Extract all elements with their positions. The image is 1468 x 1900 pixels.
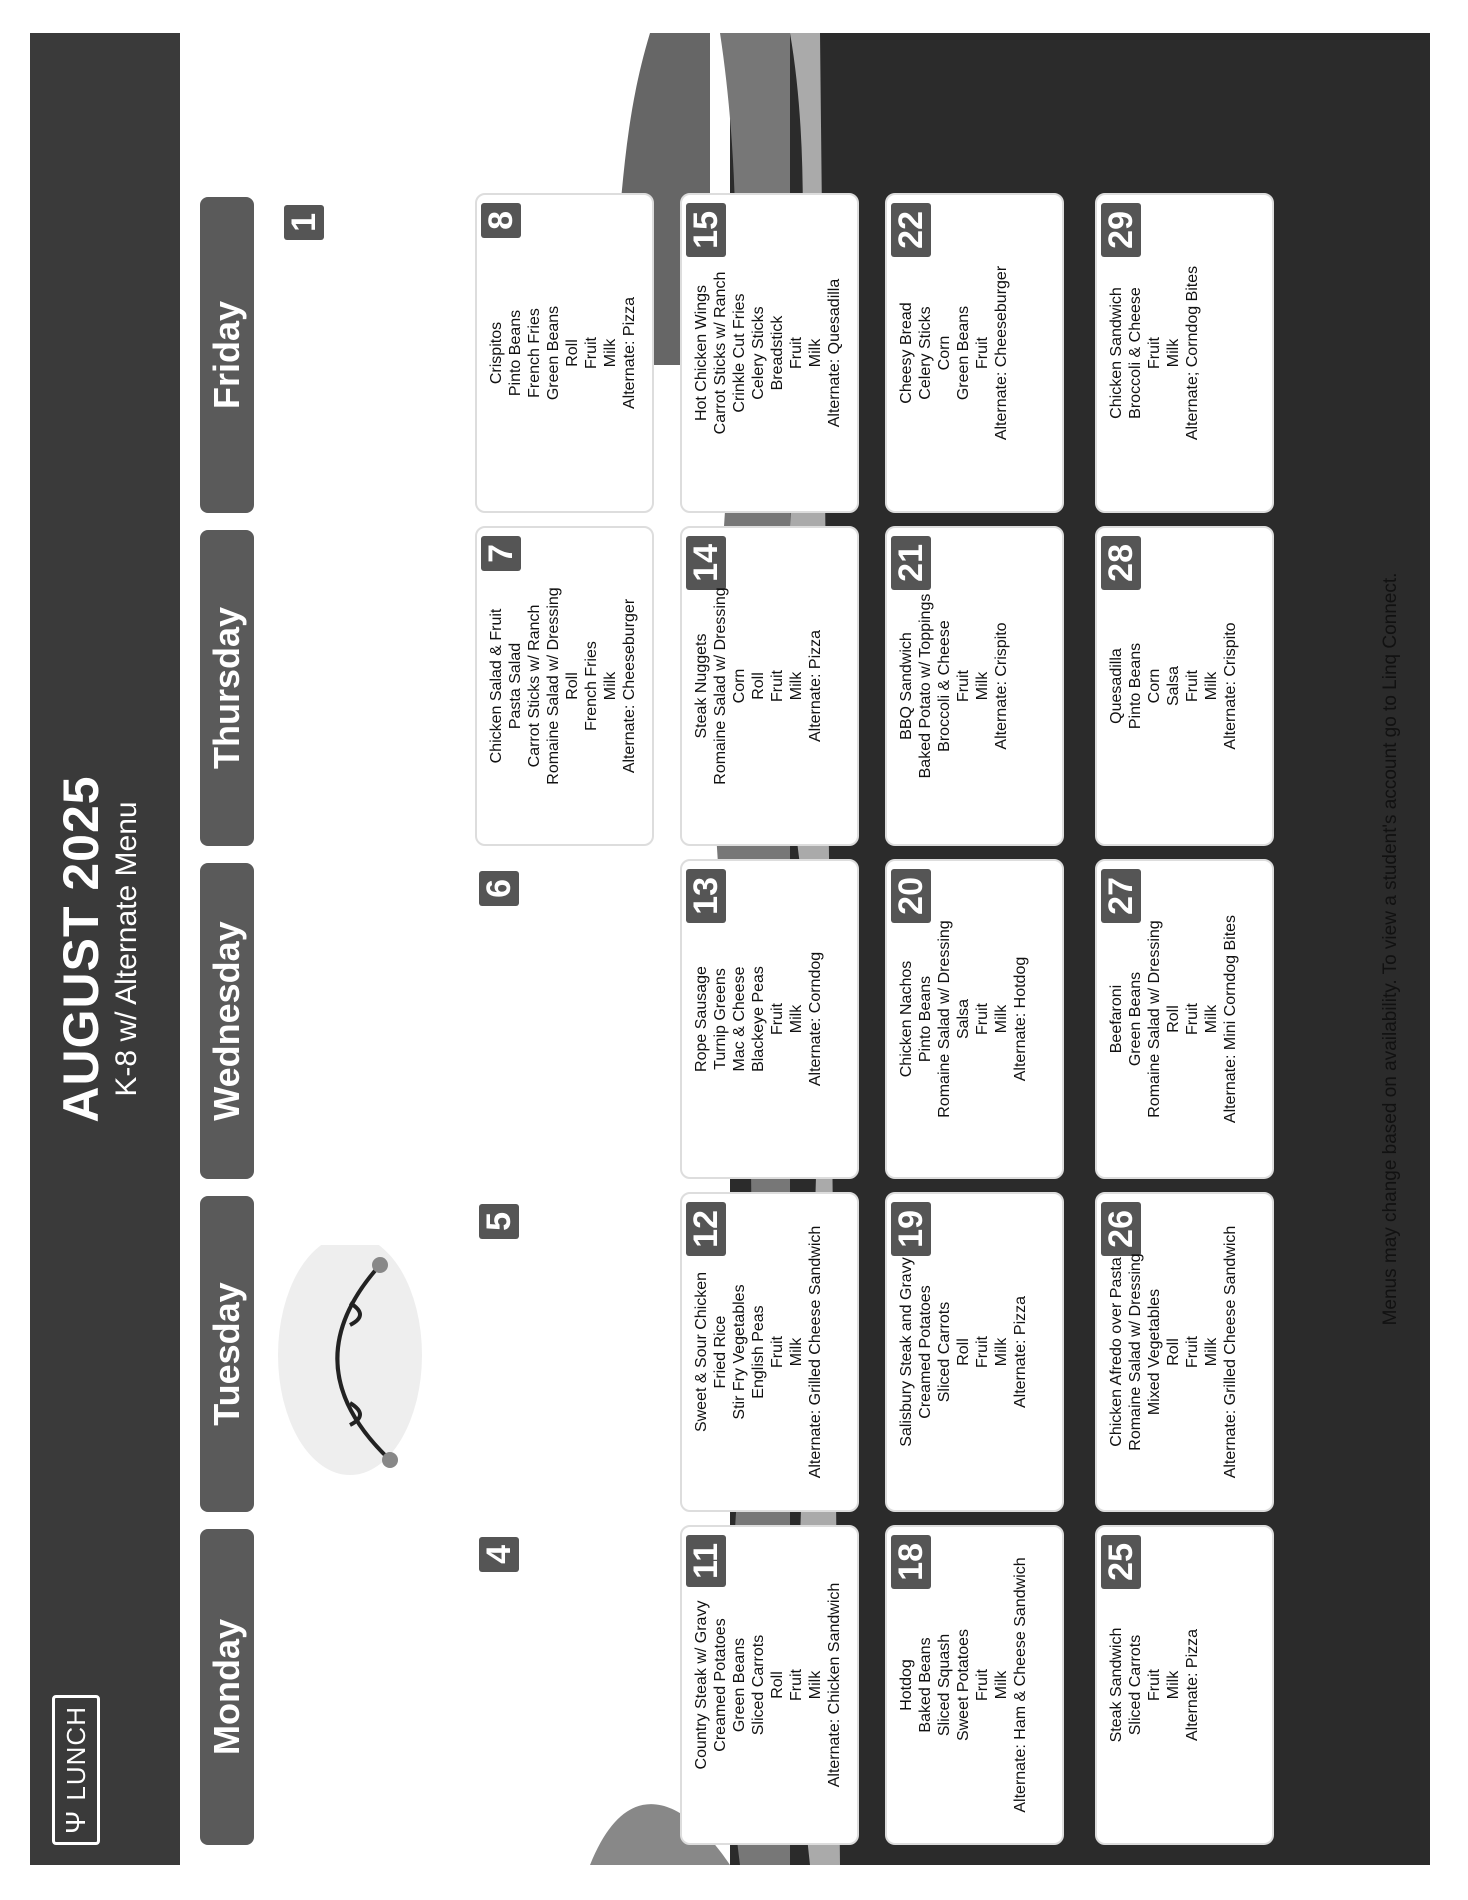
date-number: 8 [481, 203, 521, 238]
alternate-item: Alternate: Cheeseburger [993, 265, 1010, 441]
menu-item: Creamed Potatoes [917, 1285, 934, 1419]
menu-items [897, 201, 1011, 505]
menu-item: Milk [788, 1337, 805, 1367]
date-number: 21 [891, 536, 931, 590]
menu-item: Fruit [788, 1669, 805, 1701]
date-number: 4 [479, 1537, 519, 1572]
menu-item: Milk [1165, 338, 1182, 368]
menu-items [897, 534, 1011, 838]
menu-item: Beefaroni [1108, 984, 1125, 1054]
menu-items [1107, 201, 1202, 505]
date-number: 15 [686, 203, 726, 257]
menu-item: Chicken Sandwich [1108, 287, 1125, 419]
day-cell [475, 1196, 650, 1512]
menu-item: Country Steak w/ Gravy [693, 1600, 710, 1770]
menu-subtitle: K-8 w/ Alternate Menu [110, 801, 143, 1097]
menu-item: Breadstick [769, 315, 786, 391]
day-cell [475, 526, 654, 846]
alternate-item: Alternate: Hotdog [1012, 956, 1029, 1082]
menu-item: Sweet & Sour Chicken [693, 1271, 710, 1433]
date-number: 25 [1101, 1535, 1141, 1589]
alternate-item: Alternate: Cheeseburger [621, 598, 638, 774]
day-header-tuesday: Tuesday [200, 1196, 254, 1512]
alternate-item: Alternate: Pizza [1012, 1295, 1029, 1409]
date-number: 12 [686, 1202, 726, 1256]
menu-items [692, 201, 844, 505]
date-number: 26 [1101, 1202, 1141, 1256]
menu-item: Corn [731, 668, 748, 704]
menu-item: Carrot Sticks w/ Ranch [526, 604, 543, 768]
menu-item: Chicken Salad & Fruit [488, 608, 505, 764]
menu-item: Fruit [1184, 1003, 1201, 1035]
menu-item: Fruit [769, 670, 786, 702]
menu-item: Steak Sandwich [1108, 1627, 1125, 1743]
fork-icon: Ψ [60, 1810, 91, 1834]
menu-item: Chicken Afredo over Pasta [1108, 1257, 1125, 1447]
menu-item: Green Beans [731, 1637, 748, 1733]
menu-item: Milk [993, 1337, 1010, 1367]
day-cell [280, 530, 455, 846]
menu-item: Quesadilla [1108, 648, 1125, 724]
menu-item: Green Beans [1127, 971, 1144, 1067]
menu-item: Sliced Carrots [750, 1634, 767, 1736]
menu-item: Blackeye Peas [750, 966, 767, 1072]
day-header-thursday: Thursday [200, 530, 254, 846]
alternate-item: Alternate: Corndog [807, 951, 824, 1087]
alternate-item: Alternate: Ham & Cheese Sandwich [1012, 1557, 1029, 1813]
menu-item: Baked Beans [917, 1637, 934, 1733]
day-cell [475, 1529, 650, 1845]
header-band [30, 33, 180, 1865]
menu-item: Milk [993, 1670, 1010, 1700]
menu-item: Roll [564, 339, 581, 367]
menu-items [1107, 867, 1240, 1171]
menu-item: Creamed Potatoes [712, 1618, 729, 1752]
menu-item: Fruit [974, 1003, 991, 1035]
menu-item: Hotdog [898, 1659, 915, 1711]
day-cell [885, 1192, 1064, 1512]
date-number: 11 [686, 1535, 726, 1587]
alternate-item: Alternate: Chicken Sandwich [826, 1582, 843, 1788]
menu-item: Milk [602, 671, 619, 701]
date-number: 29 [1101, 203, 1141, 257]
date-number: 27 [1101, 869, 1141, 923]
menu-item: Roll [564, 672, 581, 700]
day-cell [475, 193, 654, 513]
menu-item: Cheesy Bread [898, 302, 915, 404]
menu-item: Stir Fry Vegetables [731, 1284, 748, 1420]
menu-item: Salisbury Steak and Gravy [898, 1257, 915, 1447]
menu-item: French Fries [583, 641, 600, 731]
menu-item: Sliced Squash [936, 1633, 953, 1737]
day-cell [680, 1525, 859, 1845]
menu-item: Romaine Salad w/ Dressing [1127, 1253, 1144, 1451]
alternate-item: Alternate: Mini Corndog Bites [1222, 914, 1239, 1124]
alternate-item: Alternate: Grilled Cheese Sandwich [1222, 1225, 1239, 1479]
menu-item: Fruit [1146, 337, 1163, 369]
menu-item: Milk [1203, 671, 1220, 701]
date-number: 18 [891, 1535, 931, 1589]
menu-item: Fruit [769, 1336, 786, 1368]
menu-items [692, 1200, 825, 1504]
day-cell [280, 1529, 455, 1845]
day-cell [475, 863, 650, 1179]
day-cell [280, 863, 455, 1179]
menu-item: Turnip Greens [712, 968, 729, 1070]
menu-item: Milk [602, 338, 619, 368]
day-cell [885, 859, 1064, 1179]
menu-item: Romaine Salad w/ Dressing [936, 920, 953, 1118]
calendar-sheet [30, 33, 1430, 1865]
day-header-friday: Friday [200, 197, 254, 513]
menu-item: Corn [936, 335, 953, 371]
menu-item: Milk [807, 338, 824, 368]
menu-items [897, 867, 1030, 1171]
menu-item: Milk [1203, 1337, 1220, 1367]
menu-items [897, 1200, 1030, 1504]
menu-title: AUGUST 2025 [53, 775, 109, 1123]
menu-item: Salsa [955, 998, 972, 1040]
menu-item: Sweet Potatoes [955, 1628, 972, 1742]
menu-item: Fruit [974, 1669, 991, 1701]
menu-item: Mac & Cheese [731, 966, 748, 1072]
date-number: 28 [1101, 536, 1141, 590]
day-cell [885, 526, 1064, 846]
alternate-item: Alternate: Grilled Cheese Sandwich [807, 1225, 824, 1479]
menu-item: Milk [788, 1004, 805, 1034]
day-cell [280, 1196, 455, 1512]
menu-item: Milk [974, 671, 991, 701]
menu-item: Fruit [955, 670, 972, 702]
menu-item: English Peas [750, 1305, 767, 1399]
lunch-badge-label: LUNCH [60, 1706, 91, 1801]
menu-items [692, 534, 825, 838]
menu-item: Fruit [974, 1336, 991, 1368]
alternate-item: Alternate: Quesadilla [826, 278, 843, 428]
menu-item: French Fries [526, 308, 543, 398]
date-number: 20 [891, 869, 931, 923]
menu-item: Salsa [1165, 665, 1182, 707]
menu-item: Fruit [788, 337, 805, 369]
menu-item: Broccoli & Cheese [936, 620, 953, 752]
day-cell [885, 1525, 1064, 1845]
day-cell [680, 526, 859, 846]
menu-item: Milk [788, 671, 805, 701]
day-cell [680, 193, 859, 513]
menu-item: Fruit [583, 337, 600, 369]
day-cell [680, 1192, 859, 1512]
menu-items [487, 534, 639, 838]
day-cell [1095, 1525, 1274, 1845]
menu-item: Milk [1165, 1670, 1182, 1700]
menu-item: Crinkle Cut Fries [731, 293, 748, 413]
date-number: 13 [686, 869, 726, 923]
menu-item: Fruit [1184, 670, 1201, 702]
menu-item: Hot Chicken Wings [693, 284, 710, 422]
menu-item: Rope Sausage [693, 966, 710, 1072]
menu-item: Romaine Salad w/ Dressing [712, 587, 729, 785]
menu-item: Roll [1165, 1338, 1182, 1366]
day-header-wednesday: Wednesday [200, 863, 254, 1179]
menu-items [487, 201, 639, 505]
menu-items [1107, 1533, 1202, 1837]
menu-item: Roll [1165, 1005, 1182, 1033]
menu-item: Baked Potato w/ Toppings [917, 593, 934, 779]
day-header-monday: Monday [200, 1529, 254, 1845]
day-cell [1095, 526, 1274, 846]
menu-item: Mixed Vegetables [1146, 1288, 1163, 1416]
menu-item: Celery Sticks [917, 306, 934, 400]
footer-note: Menus may change based on availability. To view a student's account go to Linq Connect. [1380, 572, 1401, 1326]
alternate-item: Alternate; Corndog Bites [1184, 265, 1201, 441]
menu-item: Broccoli & Cheese [1127, 287, 1144, 419]
alternate-item: Alternate: Crispito [1222, 622, 1239, 750]
day-cell [1095, 193, 1274, 513]
menu-item: Fruit [769, 1003, 786, 1035]
menu-item: Milk [807, 1670, 824, 1700]
menu-items [1107, 1200, 1240, 1504]
menu-item: Fruit [1146, 1669, 1163, 1701]
date-number: 5 [479, 1204, 519, 1239]
alternate-item: Alternate: Crispito [993, 622, 1010, 750]
menu-item: Corn [1146, 668, 1163, 704]
menu-item: Roll [769, 1671, 786, 1699]
menu-item: BBQ Sandwich [898, 632, 915, 740]
menu-item: Pinto Beans [917, 975, 934, 1063]
menu-item: Romaine Salad w/ Dressing [1146, 920, 1163, 1118]
menu-item: Carrot Sticks w/ Ranch [712, 271, 729, 435]
menu-item: Milk [993, 1004, 1010, 1034]
menu-item: Crispitos [488, 321, 505, 385]
date-number: 19 [891, 1202, 931, 1256]
menu-items [1107, 534, 1240, 838]
date-number: 7 [481, 536, 521, 571]
menu-items [692, 1533, 844, 1837]
day-cell [680, 859, 859, 1179]
menu-item: Roll [955, 1338, 972, 1366]
menu-item: Sliced Carrots [936, 1301, 953, 1403]
alternate-item: Alternate: Pizza [807, 629, 824, 743]
date-number: 1 [284, 205, 324, 240]
day-cell [1095, 859, 1274, 1179]
menu-item: Celery Sticks [750, 306, 767, 400]
menu-items [692, 867, 825, 1171]
day-cell [1095, 1192, 1274, 1512]
menu-item: Romaine Salad w/ Dressing [545, 587, 562, 785]
menu-item: Milk [1203, 1004, 1220, 1034]
menu-items [897, 1533, 1030, 1837]
menu-item: Fruit [974, 337, 991, 369]
menu-item: Sliced Carrots [1127, 1634, 1144, 1736]
menu-item: Pinto Beans [1127, 642, 1144, 730]
date-number: 22 [891, 203, 931, 257]
menu-item: Green Beans [955, 305, 972, 401]
menu-item: Fried Rice [712, 1315, 729, 1389]
menu-item: Pasta Salad [507, 642, 524, 730]
menu-item: Chicken Nachos [898, 960, 915, 1078]
alternate-item: Alternate: Pizza [621, 296, 638, 410]
alternate-item: Alternate: Pizza [1184, 1628, 1201, 1742]
date-number: 6 [479, 871, 519, 906]
menu-item: Roll [750, 672, 767, 700]
menu-item: Pinto Beans [507, 309, 524, 397]
menu-item: Fruit [1184, 1336, 1201, 1368]
menu-item: Steak Nuggets [693, 633, 710, 739]
day-cell [280, 197, 455, 513]
day-cell [885, 193, 1064, 513]
date-number: 14 [686, 536, 726, 590]
menu-item: Green Beans [545, 305, 562, 401]
